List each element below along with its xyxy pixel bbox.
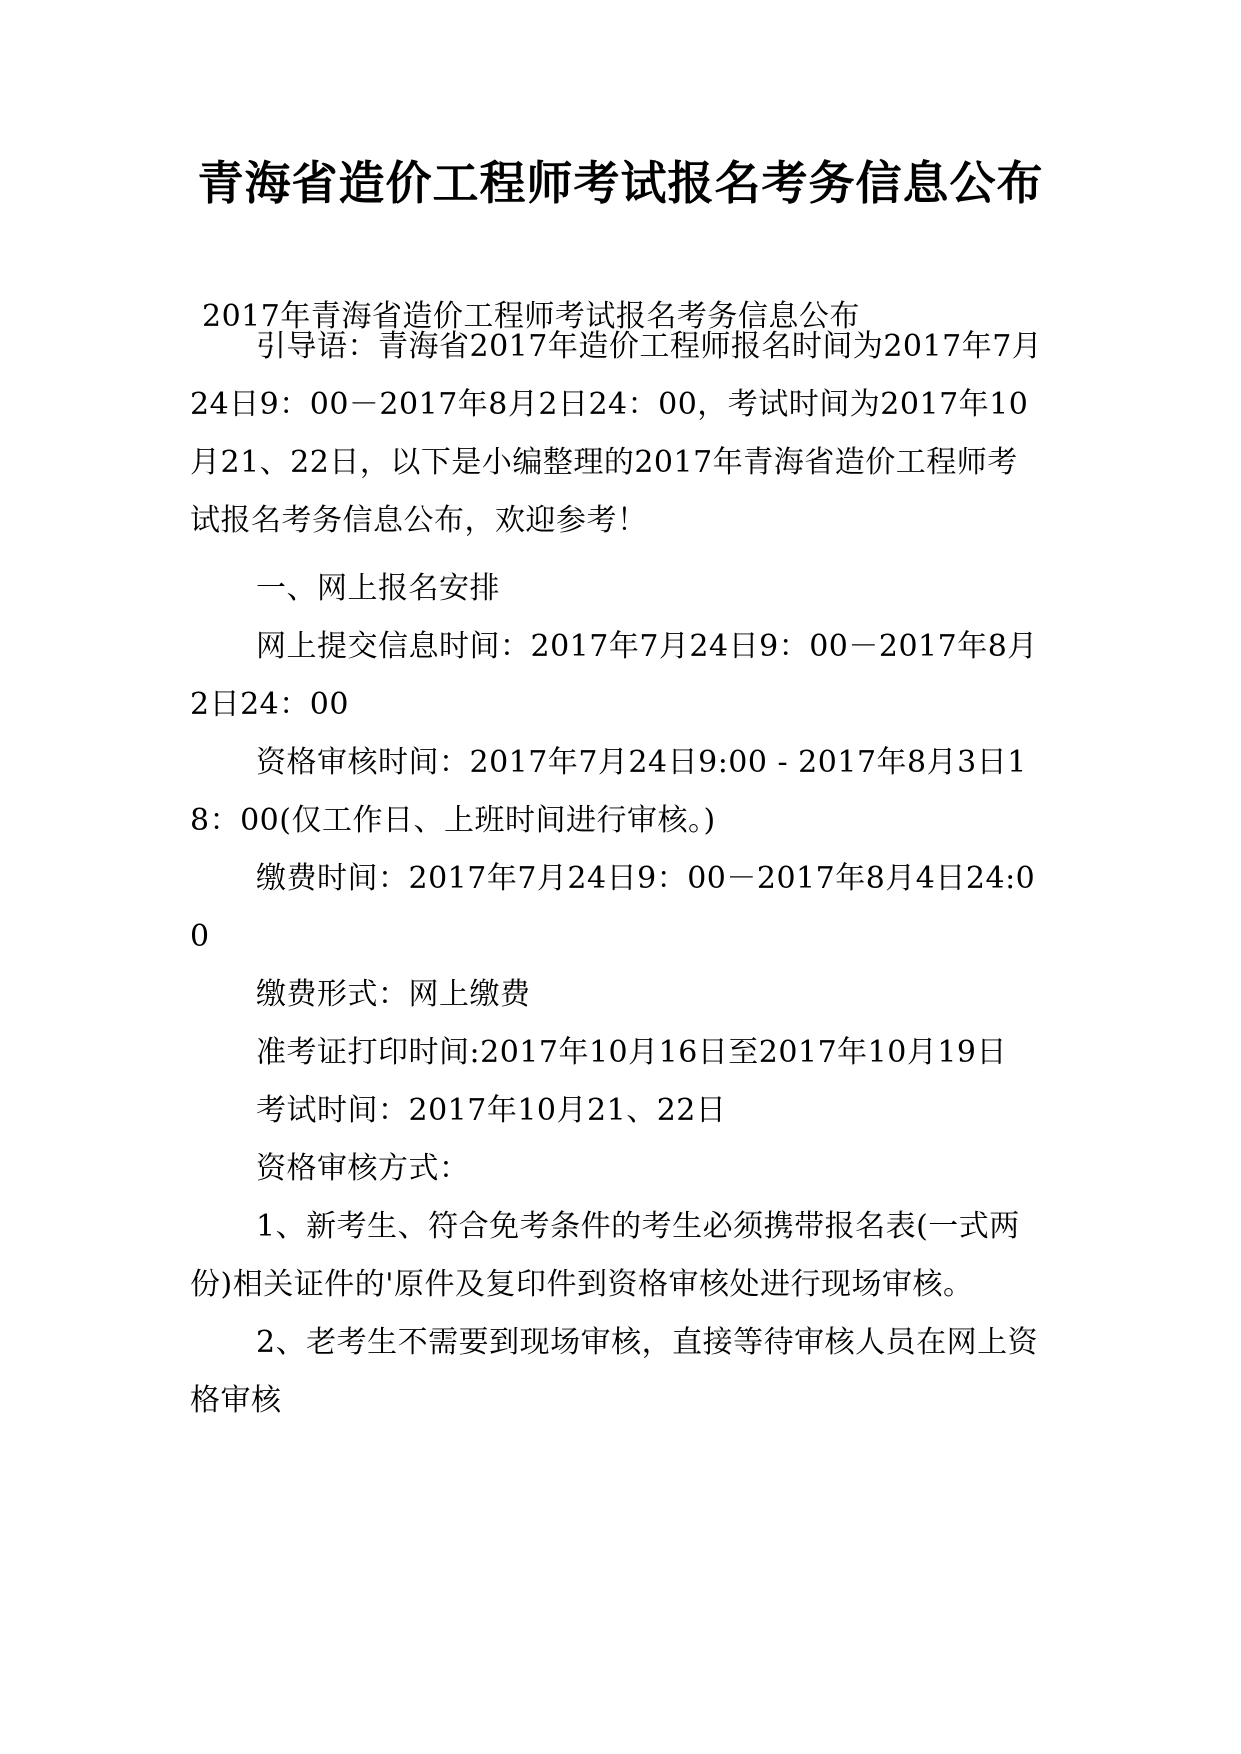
review-method-heading: 资格审核方式：: [256, 1151, 470, 1186]
payment-method-paragraph: 缴费形式：网上缴费: [256, 977, 531, 1012]
document-subtitle: 2017年青海省造价工程师考试报名考务信息公布: [202, 299, 860, 334]
review-item-2: 2、老考生不需要到现场审核，直接等待审核人员在网上资格审核: [190, 1325, 1039, 1418]
admission-print-paragraph: 准考证打印时间:2017年10月16日至2017年10月19日: [256, 1035, 1007, 1070]
intro-block: [190, 318, 1045, 550]
intro-paragraph: 引导语：青海省2017年造价工程师报名时间为2017年7月24日9：00－2017年8月2日24：00，考试时间为2017年10月21、22日，以下是小编整理的2017年青海省造价工程师考试报名考务信息公布，欢迎参考！: [190, 329, 1043, 538]
exam-time-paragraph: 考试时间：2017年10月21、22日: [256, 1093, 727, 1128]
payment-time-paragraph: 缴费时间：2017年7月24日9：00－2017年8月4日24:00: [190, 861, 1036, 954]
document-title: 青海省造价工程师考试报名考务信息公布: [197, 156, 1044, 210]
online-submit-paragraph: 网上提交信息时间：2017年7月24日9：00－2017年8月2日24：00: [190, 629, 1038, 722]
section-block: [190, 560, 1045, 1430]
review-time-paragraph: 资格审核时间：2017年7月24日9:00 - 2017年8月3日18：00(仅工作日、上班时间进行审核。): [190, 745, 1027, 838]
review-item-1: 1、新考生、符合免考条件的考生必须携带报名表(一式两份)相关证件的'原件及复印件到资格审核处进行现场审核。: [190, 1209, 1020, 1302]
section1-heading: 一、网上报名安排: [256, 571, 500, 606]
